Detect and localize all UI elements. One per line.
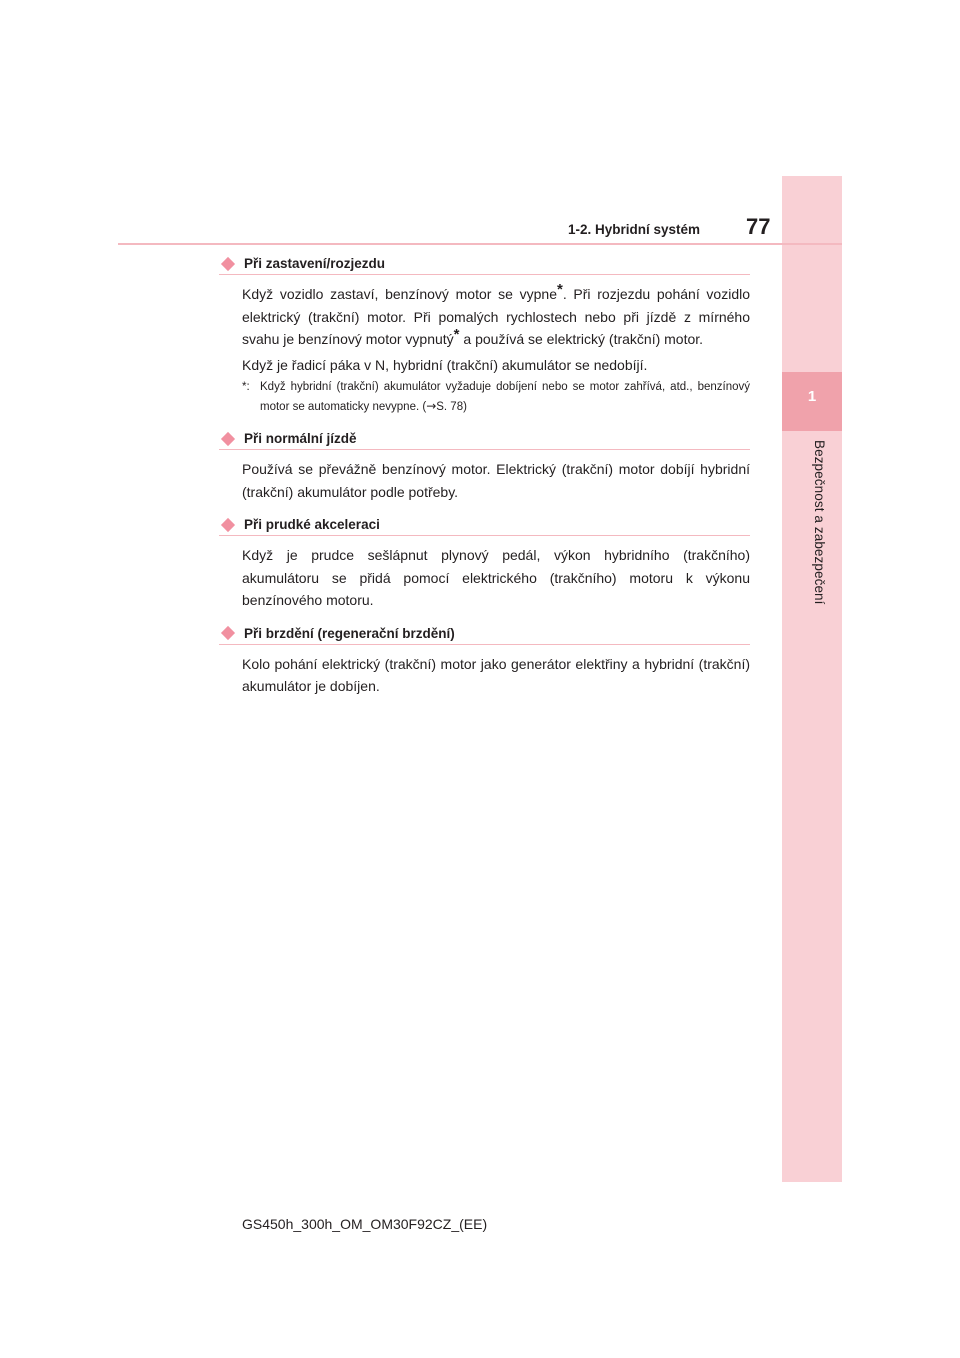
header-section-title: 1-2. Hybridní systém: [567, 222, 700, 237]
paragraph: Když je prudce sešlápnut plynový pedál, výkon hybridního (trakčního) akumulátoru se přidá pomocí elektrického (trakčního) motoru k výkonu benzínového motoru.: [242, 547, 750, 608]
paragraph-text: a používá se elektrický (trakční) motor.: [459, 331, 704, 347]
paragraph: [242, 283, 750, 351]
side-thumb-strip: [782, 176, 842, 1182]
chapter-number: 1: [807, 388, 817, 405]
page-content: [219, 254, 750, 698]
footnote-body: Když hybridní (trakční) akumulátor vyžaduje dobíjení nebo se motor zahřívá, atd., benzínový motor se automaticky nevypne. (: [260, 381, 750, 413]
diamond-bullet-icon: [221, 626, 235, 640]
paragraph: Používá se převážně benzínový motor. Elektrický (trakční) motor dobíjí hybridní (trakční) akumulátor podle potřeby.: [242, 461, 750, 500]
section-heading-text: Při prudké akceleraci: [244, 517, 380, 532]
paragraph-text: Když vozidlo zastaví, benzínový motor se vypne: [242, 286, 557, 302]
chapter-title: Bezpečnost a zabezpečení: [812, 440, 827, 605]
section-heading-text: Při normální jízdě: [244, 431, 357, 446]
page-number: 77: [746, 214, 771, 239]
section-heading: [219, 515, 750, 536]
header-rule: [118, 243, 842, 245]
page-reference-link[interactable]: S. 78): [436, 401, 467, 413]
section-heading: [219, 429, 750, 450]
section-heading: [219, 254, 750, 275]
paragraph: Když je řadicí páka v N, hybridní (trakční) akumulátor se nedobíjí.: [242, 356, 648, 373]
footnote-marker: *: [556, 281, 563, 298]
paragraph: Kolo pohání elektrický (trakční) motor jako generátor elektřiny a hybridní (trakční) akumulátor je dobíjen.: [242, 655, 750, 694]
section-heading-text: Při brzdění (regenerační brzdění): [244, 625, 455, 641]
diamond-bullet-icon: [221, 256, 235, 270]
right-arrow-icon: →: [426, 399, 437, 413]
footnote: [242, 378, 750, 417]
section-heading: [219, 624, 750, 645]
footnote-marker: *: [453, 326, 460, 343]
section-heading-text: Při zastavení/rozjezdu: [244, 256, 386, 271]
diamond-bullet-icon: [221, 517, 235, 531]
diamond-bullet-icon: [221, 431, 235, 445]
document-code: GS450h_300h_OM_OM30F92CZ_(EE): [242, 1216, 488, 1232]
paragraph-text: . Při rozjezdu pohání vozidlo elektrický (trakční) motor. Při pomalých rychlostech nebo při jízdě z mírného svahu je benzínový motor vypnutý: [242, 286, 750, 347]
footnote-text: [260, 378, 750, 417]
footnote-mark: *:: [242, 381, 250, 393]
